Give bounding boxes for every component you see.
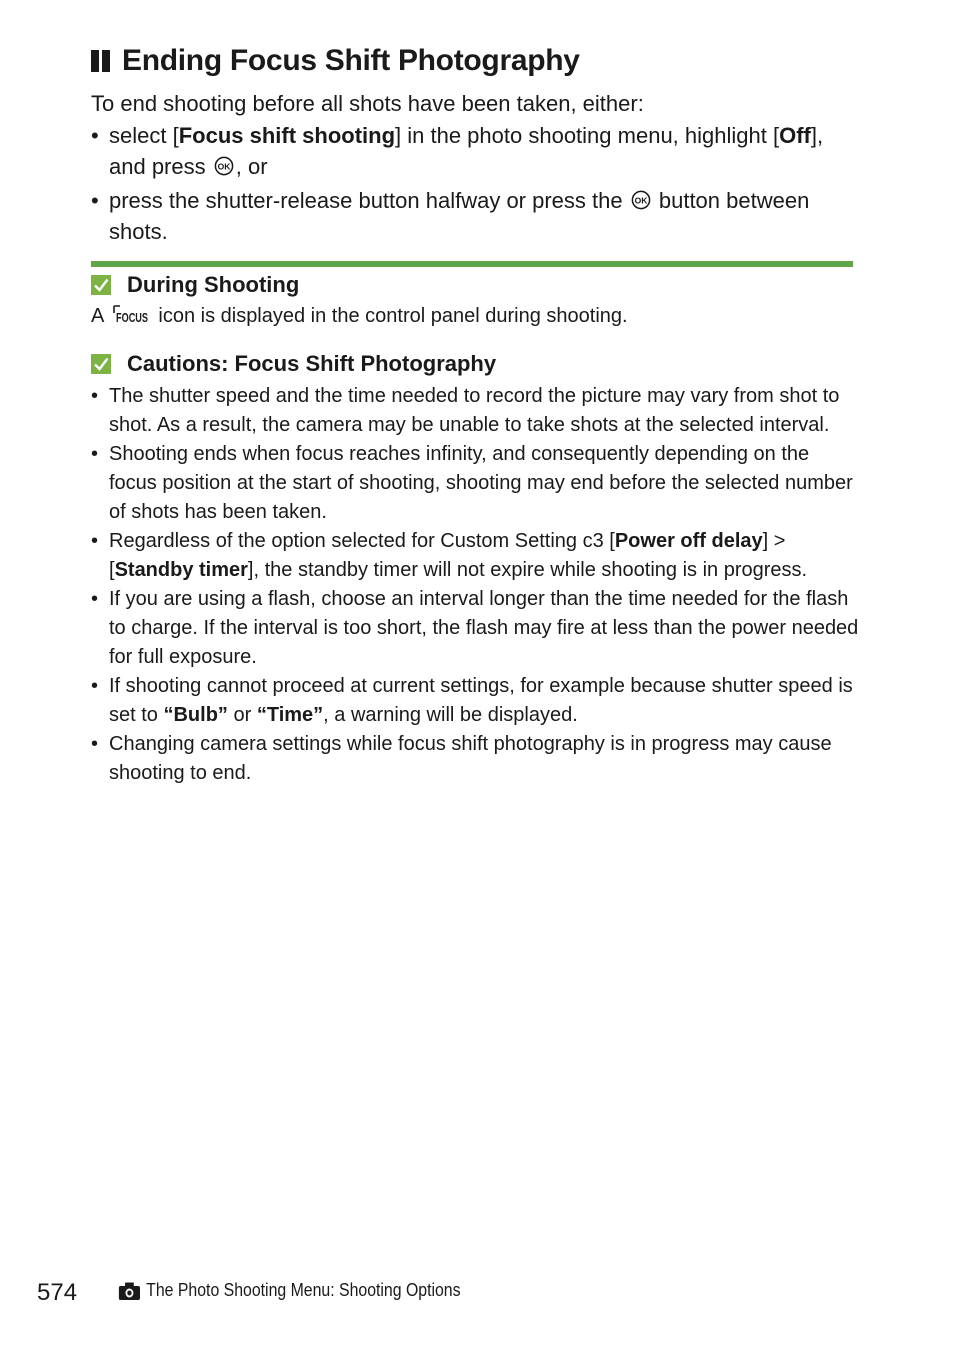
bullet-dot: • <box>91 123 99 148</box>
bullet-dot: • <box>91 733 99 755</box>
list-item: • select [Focus shift shooting] in the photo shooting menu, highlight [Off], and press OK , or <box>91 120 861 182</box>
ok-button-icon <box>631 190 651 210</box>
bullet-dot: • <box>91 443 99 465</box>
focus-shift-icon <box>113 305 149 325</box>
option-name: Standby timer <box>114 559 248 581</box>
list-item: • If you are using a flash, choose an interval longer than the time needed for the flash to charge. If the interval is too short, the flash may fire at less than the power needed for full exposure. <box>91 585 861 672</box>
list-item: • Shooting ends when focus reaches infinity, and consequently depending on the focus position at the start of shooting, shooting may end before the selected number of shots has been taken. <box>91 440 861 527</box>
ok-button-icon <box>214 156 234 176</box>
list-item: • The shutter speed and the time needed to record the picture may vary from shot to shot. As a result, the camera may be unable to take shots at the selected interval. <box>91 382 861 440</box>
footer-section: The Photo Shooting Menu: Shooting Options <box>118 1280 461 1301</box>
section-heading <box>91 44 580 78</box>
list-item: • Regardless of the option selected for Custom Setting c3 [Power off delay] > [Standby timer], the standby timer will not expire while shooting is in progress. <box>91 527 861 585</box>
section-divider <box>91 261 853 267</box>
svg-text:OK: OK <box>217 161 231 172</box>
time-value: “Time” <box>256 704 324 726</box>
list-item: • press the shutter-release button halfway or press the OK button between shots. <box>91 185 861 247</box>
bullet-dot: • <box>91 530 99 552</box>
intro-text: To end shooting before all shots have been taken, either: <box>91 91 644 116</box>
checkmark-icon <box>91 354 111 374</box>
bullet-dot: • <box>91 588 99 610</box>
bullet-dot: • <box>91 675 99 697</box>
option-name: Off <box>779 123 811 148</box>
end-options-list <box>91 120 861 250</box>
double-bar-icon <box>91 50 110 72</box>
svg-text:OK: OK <box>634 195 648 206</box>
list-item: • Changing camera settings while focus shift photography is in progress may cause shooting to end. <box>91 730 861 788</box>
note-heading-cautions: Cautions: Focus Shift Photography <box>91 351 496 377</box>
setting-name: Power off delay <box>614 530 763 552</box>
note-heading-during: During Shooting <box>91 272 299 298</box>
svg-text:FOCUS: FOCUS <box>115 310 149 325</box>
checkmark-icon <box>91 275 111 295</box>
bullet-dot: • <box>91 385 99 407</box>
bulb-value: “Bulb” <box>163 704 228 726</box>
heading-text: Ending Focus Shift Photography <box>122 44 580 77</box>
camera-icon <box>118 1281 141 1301</box>
note-body-during: A FOCUS icon is displayed in the control panel during shooting. <box>91 305 628 327</box>
cautions-list <box>91 382 861 788</box>
menu-item-name: Focus shift shooting <box>178 123 396 148</box>
page-number: 574 <box>37 1279 78 1306</box>
bullet-dot: • <box>91 188 99 213</box>
list-item: • If shooting cannot proceed at current settings, for example because shutter speed is set to “Bulb” or “Time”, a warning will be displayed. <box>91 672 861 730</box>
